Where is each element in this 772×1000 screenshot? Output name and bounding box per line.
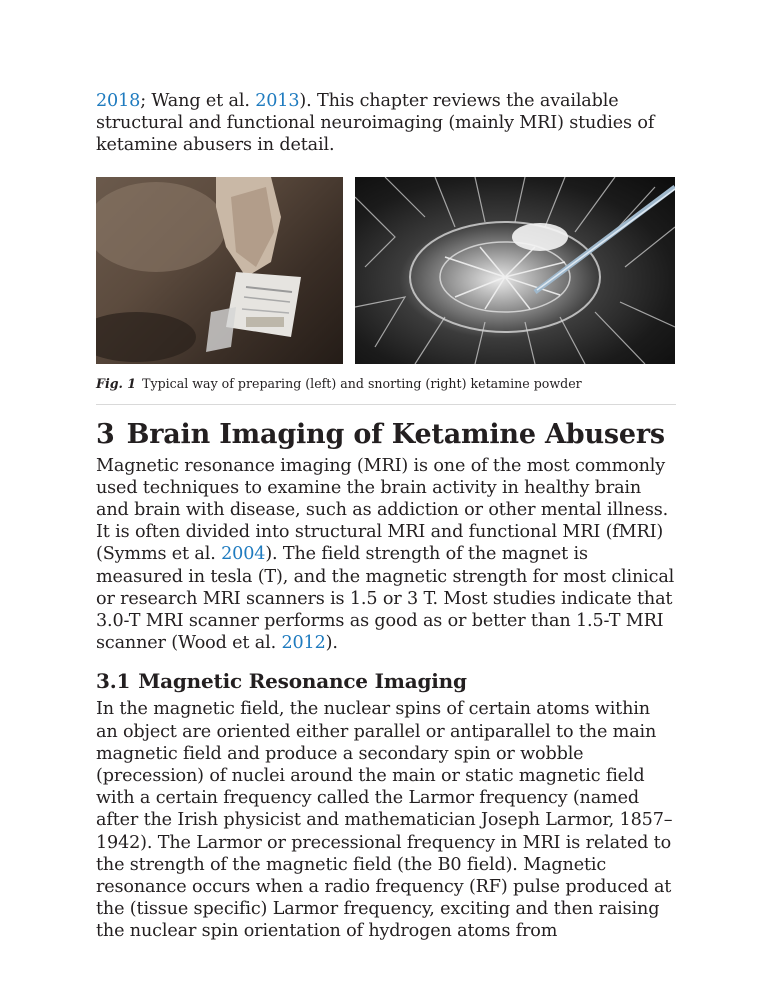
- figure-label: Fig. 1: [96, 375, 137, 391]
- photo-preparing-ketamine: [96, 177, 343, 364]
- citation-link-2012[interactable]: 2012: [281, 633, 326, 654]
- section-3-text-b: ). The field strength of the magnet is measured in tesla (T), and the magnetic strength for most clinical or research MRI scanners is 1.5 or 3 T. Most studies indicate that 3.0-T MRI scanner performs as good as or better than 1.5-T MRI scanner (Wood et al.: [96, 544, 675, 654]
- section-title: Brain Imaging of Ketamine Abusers: [126, 418, 665, 450]
- section-3-heading: [96, 419, 676, 451]
- figure-caption-text: Typical way of preparing (left) and snorting (right) ketamine powder: [142, 375, 582, 391]
- intro-text-2: ). This chapter reviews the available structural and functional neuroimaging (mainly MRI) studies of ketamine abusers in detail.: [96, 91, 655, 156]
- figure-caption: [96, 376, 676, 392]
- section-3-text-c: ).: [325, 633, 338, 654]
- section-divider: [96, 404, 676, 405]
- section-3-1-paragraph: In the magnetic field, the nuclear spins of certain atoms within an object are oriented either parallel or antiparallel to the main magnetic field and produce a secondary spin or wobble (precession) of nuclei around the main or static magnetic field with a certain frequency called the Larmor frequency (named after the Irish physicist and mathematician Joseph Larmor, 1857–1942). The Larmor or precessional frequency in MRI is related to the strength of the magnetic field (the B0 field). Magnetic resonance occurs when a radio frequency (RF) pulse produced at the (tissue specific) Larmor frequency, exciting and then raising the nuclear spin orientation of hydrogen atoms from: [96, 699, 673, 942]
- subsection-title: Magnetic Resonance Imaging: [138, 669, 467, 694]
- section-3-paragraph: [96, 455, 676, 655]
- intro-paragraph: [96, 90, 676, 157]
- citation-link-2013[interactable]: 2013: [255, 91, 300, 111]
- photo-snorting-ketamine: [355, 177, 675, 364]
- citation-link-2018[interactable]: 2018: [96, 91, 141, 111]
- section-3-1-heading: [96, 668, 676, 694]
- figure-1: [96, 177, 676, 364]
- intro-text-1: ; Wang et al.: [140, 91, 256, 111]
- subsection-number: 3.1: [96, 669, 131, 694]
- section-3-text-a: Magnetic resonance imaging (MRI) is one of the most commonly used techniques to examine the brain activity in healthy brain and brain with disease, such as addiction or other mental illness. It is often divided into structural MRI and functional MRI (fMRI) (Symms et al.: [96, 455, 669, 565]
- page-content: [96, 90, 676, 943]
- citation-link-2004[interactable]: 2004: [221, 544, 266, 565]
- section-number: 3: [96, 418, 115, 450]
